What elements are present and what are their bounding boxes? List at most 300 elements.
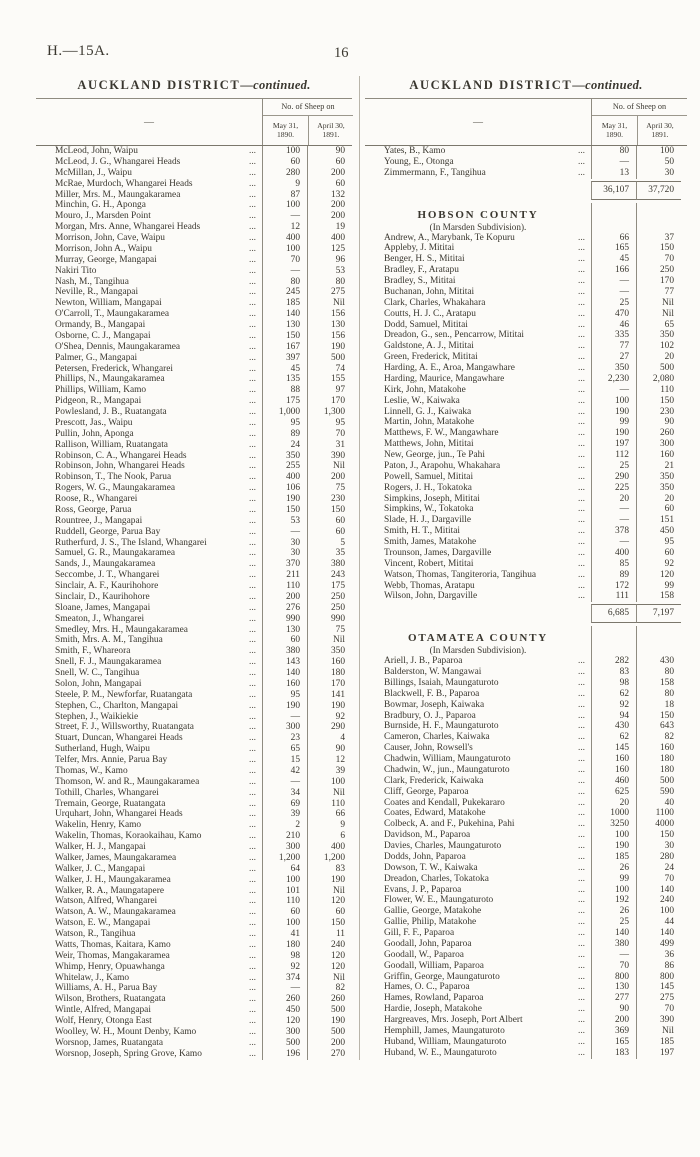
leader-dots: ... [577, 373, 585, 384]
entry-name-cell [36, 788, 262, 799]
table-row [365, 559, 687, 570]
entry-name: Smith, F., Whareora [55, 646, 131, 657]
value-cell-empty [591, 203, 636, 233]
continued-label: —continued. [572, 78, 643, 92]
table-row [36, 733, 352, 744]
value-may-1890: 211 [262, 570, 307, 581]
value-may-1890: 3250 [591, 819, 636, 830]
leader-dots: ... [248, 798, 256, 809]
table-row [36, 157, 352, 168]
entry-name: Robinson, John, Whangarei Heads [55, 461, 185, 472]
table-row [365, 298, 687, 309]
value-april-1891: Nil [307, 298, 352, 309]
entry-name: Miller, Mrs. M., Maungakaramea [55, 189, 181, 200]
value-april-1891: 50 [636, 157, 681, 168]
leader-dots: ... [248, 450, 256, 461]
table-row [365, 732, 687, 743]
entry-name-cell [365, 309, 591, 320]
leader-dots: ... [248, 657, 256, 668]
column-header-april-1891: April 30, 1891. [308, 116, 353, 145]
value-may-1890: 110 [262, 896, 307, 907]
value-april-1891: 60 [307, 179, 352, 190]
value-april-1891: Nil [307, 973, 352, 984]
entry-name: Appleby, J. Mititai [384, 243, 455, 254]
entry-name: Hemphill, James, Maungaturoto [384, 1025, 505, 1036]
entry-name-cell [365, 428, 591, 439]
entry-name: Dodds, John, Paparoa [384, 851, 466, 862]
value-april-1891: 12 [307, 755, 352, 766]
entry-name-cell [365, 146, 591, 157]
value-cell-empty [636, 203, 681, 233]
column-title [36, 78, 352, 93]
entry-name-cell [36, 951, 262, 962]
value-april-1891: 125 [307, 244, 352, 255]
entry-name-cell [365, 711, 591, 722]
entry-name-cell [365, 581, 591, 592]
table-row [36, 374, 352, 385]
table-row [36, 472, 352, 483]
leader-dots: ... [577, 428, 585, 439]
value-may-1890: 34 [262, 788, 307, 799]
entry-name-cell [36, 494, 262, 505]
entry-name: Powlesland, J. B., Ruatangata [55, 407, 167, 417]
entry-name: Webb, Thomas, Aratapu [384, 580, 475, 591]
value-april-1891: 500 [307, 1027, 352, 1038]
value-april-1891: 400 [307, 233, 352, 244]
leader-dots: ... [577, 938, 585, 949]
entry-name-cell [36, 396, 262, 407]
leader-dots: ... [248, 309, 256, 320]
table-row [365, 537, 687, 548]
value-may-1890: 100 [262, 146, 307, 157]
entry-name: Sinclair, D., Kaurihohore [55, 591, 150, 602]
total-may-1890: 6,685 [591, 604, 636, 623]
entry-name: Rountree, J., Mangapai [55, 515, 143, 526]
entry-name-cell [365, 895, 591, 906]
value-april-1891: 130 [307, 320, 352, 331]
entry-name: Huband, W. E., Maungaturoto [384, 1047, 497, 1058]
value-may-1890: 110 [262, 581, 307, 592]
total-may-1890: 36,107 [591, 181, 636, 200]
value-april-1891: 160 [307, 657, 352, 668]
subdivision-label: (In Marsden Subdivision). [429, 645, 527, 656]
entry-name-cell [36, 222, 262, 233]
entry-name: Neville, R., Mangapai [55, 287, 139, 298]
table-row [365, 700, 687, 711]
value-may-1890: 69 [262, 799, 307, 810]
leader-dots: ... [577, 667, 585, 677]
value-april-1891: 350 [636, 483, 681, 494]
entry-name-cell [36, 559, 262, 570]
value-april-1891: 170 [636, 276, 681, 287]
value-april-1891: 35 [307, 548, 352, 559]
value-may-1890: 45 [262, 364, 307, 375]
entry-name-cell [36, 527, 262, 538]
table-row [36, 168, 352, 179]
leader-dots: ... [577, 450, 585, 460]
entry-name-cell [365, 667, 591, 678]
value-april-1891: 95 [307, 418, 352, 429]
entry-name-cell [365, 656, 591, 667]
entry-name: Tothill, Charles, Whangarei [55, 787, 159, 798]
table-row [365, 711, 687, 722]
entry-name: Wintle, Alfred, Mangapai [55, 1005, 151, 1016]
county-name: HOBSON COUNTY [417, 208, 539, 221]
entry-name-cell [365, 972, 591, 983]
leader-dots: ... [248, 929, 256, 939]
value-april-1891: 156 [307, 309, 352, 320]
value-may-1890: 990 [262, 614, 307, 625]
table-row [365, 993, 687, 1004]
table-row [36, 418, 352, 429]
table-row [365, 265, 687, 276]
table-row [36, 766, 352, 777]
entry-name: Andrew, A., Marybank, Te Kopuru [384, 232, 515, 243]
entry-name-cell [365, 515, 591, 526]
table-row [36, 190, 352, 201]
entry-name: Clark, Frederick, Kaiwaka [384, 775, 484, 786]
value-april-1891: 83 [307, 864, 352, 875]
entry-name-cell [365, 819, 591, 830]
leader-dots: ... [248, 417, 256, 428]
value-may-1890: 30 [262, 538, 307, 549]
entry-name: Phillips, William, Kamo [55, 385, 147, 396]
value-april-1891: 90 [307, 146, 352, 157]
value-april-1891: 260 [307, 994, 352, 1005]
leader-dots: ... [577, 906, 585, 917]
leader-dots: ... [248, 972, 256, 983]
table-row [365, 743, 687, 754]
value-april-1891: 74 [307, 364, 352, 375]
value-may-1890: 27 [591, 352, 636, 363]
value-april-1891: Nil [307, 886, 352, 897]
value-april-1891: 90 [307, 744, 352, 755]
value-may-1890: — [591, 515, 636, 526]
leader-dots: ... [577, 982, 585, 993]
value-may-1890: 190 [262, 494, 307, 505]
value-may-1890: 25 [591, 917, 636, 928]
entry-name: Green, Frederick, Mititai [384, 352, 478, 363]
value-april-1891: 120 [307, 962, 352, 973]
entry-name-cell [36, 331, 262, 342]
value-may-1890: 83 [591, 667, 636, 678]
leader-dots: ... [577, 797, 585, 808]
value-april-1891: 590 [636, 787, 681, 798]
leader-dots: ... [248, 635, 256, 646]
leader-dots: ... [577, 656, 585, 667]
entry-name-cell [365, 385, 591, 396]
total-label-cell [365, 604, 591, 623]
leader-dots: ... [248, 678, 256, 689]
entry-name: Vincent, Robert, Mititai [384, 558, 474, 569]
value-may-1890: 282 [591, 656, 636, 667]
leader-dots: ... [248, 363, 256, 374]
entry-name-cell [36, 962, 262, 973]
table-row [36, 864, 352, 875]
table-row [36, 200, 352, 211]
section-heading-row [365, 626, 687, 656]
table-row [36, 1016, 352, 1027]
leader-dots: ... [248, 189, 256, 200]
value-may-1890: 53 [262, 516, 307, 527]
entry-name-cell [36, 418, 262, 429]
leader-dots: ... [577, 330, 585, 341]
entry-name: Bradley, S., Mititai [384, 276, 456, 286]
entry-name-cell [36, 809, 262, 820]
value-may-1890: 92 [591, 700, 636, 711]
entry-name: Sinclair, A. F., Kaurihohore [55, 581, 159, 591]
value-april-1891: 102 [636, 341, 681, 352]
value-may-1890: 85 [591, 559, 636, 570]
value-april-1891: 120 [307, 951, 352, 962]
value-may-1890: 80 [591, 146, 636, 157]
value-may-1890: 160 [591, 765, 636, 776]
page-number: 16 [334, 45, 349, 61]
leader-dots: ... [577, 786, 585, 797]
value-april-1891: 170 [307, 396, 352, 407]
value-april-1891: 132 [307, 190, 352, 201]
table-row [36, 516, 352, 527]
district-name: AUCKLAND DISTRICT [409, 78, 573, 92]
value-april-1891: 70 [636, 254, 681, 265]
table-row [36, 527, 352, 538]
entry-name-cell [36, 1005, 262, 1016]
leader-dots: ... [577, 406, 585, 417]
entry-name: Whitelaw, J., Kamo [55, 972, 130, 983]
entry-name-cell [365, 417, 591, 428]
entry-name-cell [365, 298, 591, 309]
entry-name: Wakelin, Henry, Kamo [55, 820, 142, 831]
table-row [365, 352, 687, 363]
entry-name: Pullin, John, Aponga [55, 428, 134, 439]
table-row [365, 885, 687, 896]
table-row [36, 907, 352, 918]
leader-dots: ... [248, 515, 256, 526]
table-row [36, 548, 352, 559]
table-row [365, 678, 687, 689]
value-may-1890: 450 [262, 1005, 307, 1016]
value-may-1890: 95 [262, 690, 307, 701]
table-row [365, 591, 687, 602]
table-row [365, 1048, 687, 1059]
entry-name: Wilson, John, Dargaville [384, 591, 478, 602]
entry-name-cell [365, 1015, 591, 1026]
value-may-1890: 380 [591, 939, 636, 950]
value-may-1890: — [262, 777, 307, 788]
entry-name-cell [36, 635, 262, 646]
entry-name-cell [36, 298, 262, 309]
total-april-1891: 7,197 [636, 604, 681, 623]
entry-name: Coates and Kendall, Pukekararo [384, 797, 505, 808]
table-header [365, 98, 687, 146]
entry-name-cell [365, 168, 591, 179]
section-total-row [365, 181, 687, 200]
value-may-1890: 378 [591, 526, 636, 537]
table-row [36, 538, 352, 549]
table-row [36, 1027, 352, 1038]
table-row [365, 721, 687, 732]
leader-dots: ... [577, 319, 585, 330]
value-may-1890: 15 [262, 755, 307, 766]
entry-name: Weir, Thomas, Mangakaramea [55, 950, 170, 961]
value-april-1891: 100 [636, 906, 681, 917]
table-row [365, 667, 687, 678]
table-row [365, 830, 687, 841]
entry-name: Rallison, William, Ruatangata [55, 439, 168, 450]
leader-dots: ... [248, 907, 256, 918]
entry-name: Smith, H. T., Mititai [384, 526, 460, 537]
table-row [365, 439, 687, 450]
entry-name: McLeod, J. G., Whangarei Heads [55, 156, 181, 167]
value-may-1890: 167 [262, 342, 307, 353]
leader-dots: ... [577, 558, 585, 569]
county-name: OTAMATEA COUNTY [408, 632, 548, 645]
table-row [36, 222, 352, 233]
value-may-1890: 140 [262, 668, 307, 679]
entry-name: Linnell, G. J., Kaiwaka [384, 406, 472, 417]
value-may-1890: 335 [591, 330, 636, 341]
value-april-1891: 156 [307, 331, 352, 342]
table-row [36, 255, 352, 266]
entry-name-cell [36, 538, 262, 549]
entry-name: Matthews, F. W., Mangawhare [384, 428, 499, 439]
value-may-1890: 190 [591, 428, 636, 439]
leader-dots: ... [248, 820, 256, 831]
value-may-1890: — [591, 950, 636, 961]
table-row [36, 831, 352, 842]
entry-name-cell [36, 940, 262, 951]
value-april-1891: 180 [636, 754, 681, 765]
value-may-1890: 112 [591, 450, 636, 461]
value-may-1890: 430 [591, 721, 636, 732]
leader-dots: ... [577, 808, 585, 819]
table-row [365, 309, 687, 320]
entry-name: Gallie, Philip, Matakohe [384, 917, 477, 928]
leader-dots: ... [577, 439, 585, 450]
entry-name: Cameron, Charles, Kaiwaka [384, 732, 490, 743]
value-may-1890: 100 [262, 200, 307, 211]
value-april-1891: 6 [307, 831, 352, 842]
value-may-1890: 2 [262, 820, 307, 831]
entry-name-cell [36, 679, 262, 690]
leader-dots: ... [577, 537, 585, 547]
entry-name-cell [365, 352, 591, 363]
value-may-1890: 77 [591, 341, 636, 352]
value-april-1891: 100 [307, 777, 352, 788]
table-row [36, 657, 352, 668]
value-april-1891: 53 [307, 266, 352, 277]
table-row [365, 396, 687, 407]
value-april-1891: 350 [636, 330, 681, 341]
table-row [36, 342, 352, 353]
entry-name: Yates, B., Kamo [384, 146, 446, 156]
value-may-1890: 1,000 [262, 407, 307, 418]
entry-name-cell [365, 1037, 591, 1048]
entry-name-cell [36, 451, 262, 462]
value-may-1890: 80 [262, 277, 307, 288]
leader-dots: ... [577, 688, 585, 699]
table-row [365, 928, 687, 939]
value-may-1890: 196 [262, 1049, 307, 1060]
entry-name: Wakelin, Thomas, Koraokaihau, Kamo [55, 831, 202, 842]
table-row [36, 722, 352, 733]
entry-name: Gill, F. F., Paparoa [384, 928, 455, 938]
entry-name: Palmer, G., Mangapai [55, 352, 138, 363]
table-row [36, 614, 352, 625]
value-april-1891: 270 [307, 1049, 352, 1060]
entry-name-cell [36, 864, 262, 875]
table-row [36, 929, 352, 940]
value-april-1891: 90 [636, 417, 681, 428]
value-may-1890: 400 [262, 233, 307, 244]
leader-dots: ... [248, 831, 256, 842]
table-row [36, 603, 352, 614]
leader-dots: ... [577, 1047, 585, 1058]
entry-name-cell [36, 592, 262, 603]
entry-name: Snell, W. C., Tangihua [55, 668, 140, 678]
value-may-1890: 45 [591, 254, 636, 265]
table-row [365, 808, 687, 819]
leader-dots: ... [248, 776, 256, 787]
value-april-1891: 200 [307, 168, 352, 179]
entry-name: Ruddell, George, Parua Bay [55, 526, 161, 537]
value-may-1890: 65 [262, 744, 307, 755]
value-april-1891: 197 [636, 1048, 681, 1059]
value-may-1890: — [591, 157, 636, 168]
leader-dots: ... [577, 841, 585, 851]
entry-name: Petersen, Frederick, Whangarei [55, 363, 174, 374]
value-april-1891: 99 [636, 581, 681, 592]
entry-name-cell [36, 668, 262, 679]
entry-name-cell [365, 243, 591, 254]
value-april-1891: 240 [636, 895, 681, 906]
table-row [36, 1038, 352, 1049]
value-april-1891: 1,200 [307, 853, 352, 864]
value-april-1891: 82 [636, 732, 681, 743]
entry-name: Bradley, F., Aratapu [384, 265, 459, 276]
entry-name: Hardie, Joseph, Matakohe [384, 1004, 482, 1015]
leader-dots: ... [248, 1037, 256, 1048]
entry-name-cell [365, 559, 591, 570]
entry-name: Tremain, George, Ruatangata [55, 798, 166, 809]
value-may-1890: 25 [591, 461, 636, 472]
entry-name: Watson, Alfred, Whangarei [55, 896, 158, 907]
value-april-1891: 30 [636, 841, 681, 852]
value-april-1891: 350 [636, 472, 681, 483]
table-row [36, 1005, 352, 1016]
value-april-1891: 800 [636, 972, 681, 983]
entry-name: Walker, J. H., Maungakaramea [55, 874, 171, 885]
table-row [365, 841, 687, 852]
entry-name: Ormandy, B., Mangapai [55, 320, 146, 330]
value-may-1890: 166 [591, 265, 636, 276]
table-row [36, 635, 352, 646]
leader-dots: ... [577, 286, 585, 297]
entry-name: Ariell, J. B., Paparoa [384, 656, 463, 667]
entry-name: Powell, Samuel, Mititai [384, 471, 474, 482]
entry-name-cell [36, 646, 262, 657]
leader-dots: ... [577, 395, 585, 406]
leader-dots: ... [577, 352, 585, 363]
table-row [36, 505, 352, 516]
entry-name-cell [365, 407, 591, 418]
entry-name-cell [36, 614, 262, 625]
value-may-1890: 160 [591, 754, 636, 765]
leader-dots: ... [577, 363, 585, 373]
table-header [36, 98, 352, 146]
table-row [365, 1004, 687, 1015]
entry-name-cell [365, 1004, 591, 1015]
